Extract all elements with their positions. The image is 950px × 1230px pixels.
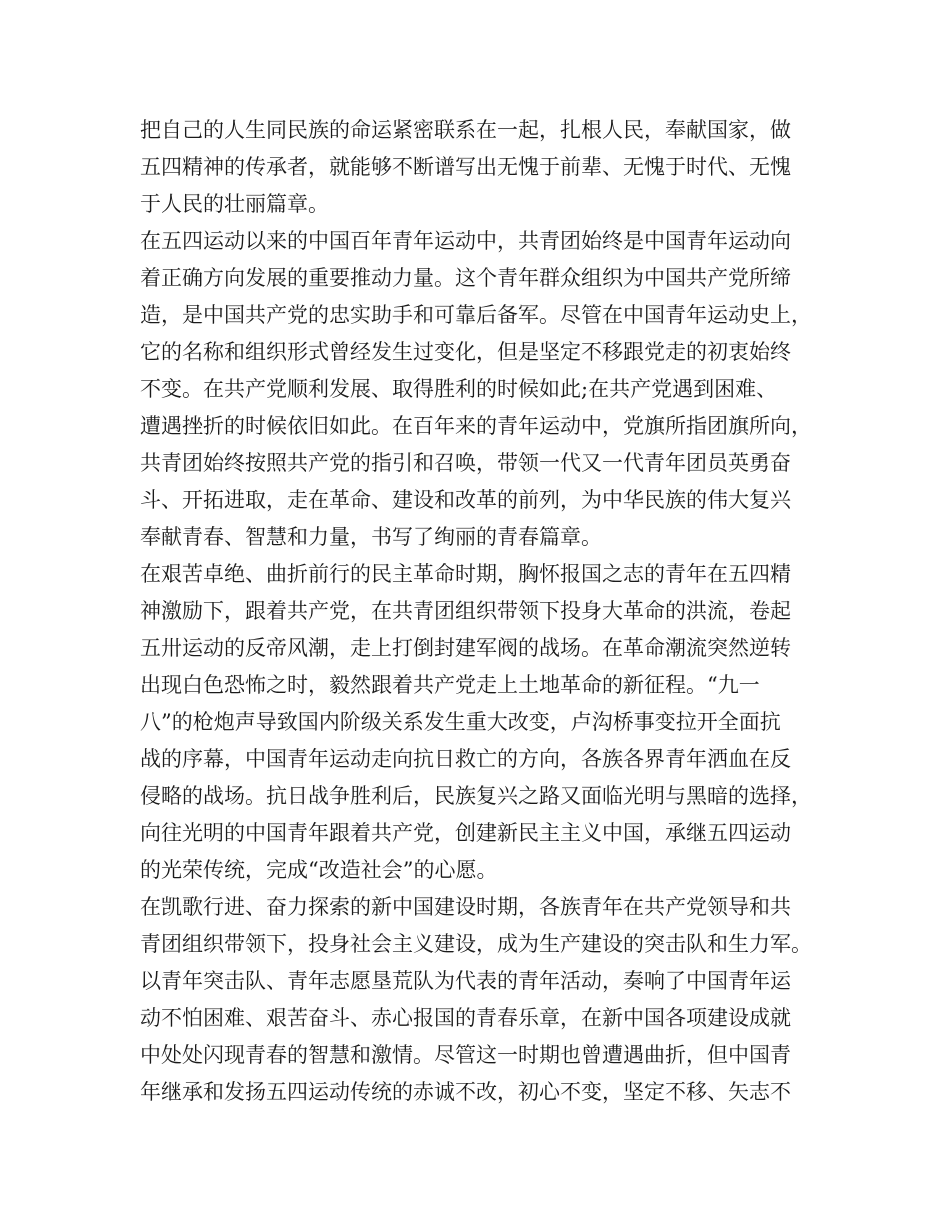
text-line: 中处处闪现青春的智慧和激情。尽管这一时期也曾遭遇曲折，但中国青 xyxy=(140,1043,791,1067)
text-line: 五卅运动的反帝风潮，走上打倒封建军阀的战场。在革命潮流突然逆转 xyxy=(140,636,791,660)
text-line: 五四精神的传承者，就能够不断谱写出无愧于前辈、无愧于时代、无愧 xyxy=(140,155,791,179)
paragraph-1 xyxy=(140,112,840,223)
text-line: 青团组织带领下，投身社会主义建设，成为生产建设的突击队和生力军。 xyxy=(140,932,812,956)
body-text xyxy=(140,112,840,1111)
text-line: 在五四运动以来的中国百年青年运动中，共青团始终是中国青年运动向 xyxy=(140,229,791,253)
text-line: 在艰苦卓绝、曲折前行的民主革命时期，胸怀报国之志的青年在五四精 xyxy=(140,562,791,586)
paragraph-2 xyxy=(140,223,840,556)
text-line: 在凯歌行进、奋力探索的新中国建设时期，各族青年在共产党领导和共 xyxy=(140,895,791,919)
paragraph-4 xyxy=(140,889,840,1111)
text-line: 于人民的壮丽篇章。 xyxy=(140,192,329,216)
text-line: 年继承和发扬五四运动传统的赤诚不改，初心不变，坚定不移、矢志不 xyxy=(140,1080,791,1104)
text-line: 共青团始终按照共产党的指引和召唤，带领一代又一代青年团员英勇奋 xyxy=(140,451,791,475)
text-line: 战的序幕，中国青年运动走向抗日救亡的方向，各族各界青年洒血在反 xyxy=(140,747,791,771)
text-line: 以青年突击队、青年志愿垦荒队为代表的青年活动，奏响了中国青年运 xyxy=(140,969,791,993)
text-line: 奉献青春、智慧和力量，书写了绚丽的青春篇章。 xyxy=(140,525,602,549)
paragraph-3 xyxy=(140,556,840,889)
text-line: 遭遇挫折的时候依旧如此。在百年来的青年运动中，党旗所指团旗所向， xyxy=(140,414,812,438)
text-line: 出现白色恐怖之时，毅然跟着共产党走上土地革命的新征程。“九一 xyxy=(140,673,760,697)
text-line: 造，是中国共产党的忠实助手和可靠后备军。尽管在中国青年运动史上， xyxy=(140,303,812,327)
text-line: 它的名称和组织形式曾经发生过变化，但是坚定不移跟党走的初衷始终 xyxy=(140,340,791,364)
text-line: 着正确方向发展的重要推动力量。这个青年群众组织为中国共产党所缔 xyxy=(140,266,791,290)
text-line: 动不怕困难、艰苦奋斗、赤心报国的青春乐章，在新中国各项建设成就 xyxy=(140,1006,791,1030)
text-line: 向往光明的中国青年跟着共产党，创建新民主主义中国，承继五四运动 xyxy=(140,821,791,845)
text-line: 侵略的战场。抗日战争胜利后，民族复兴之路又面临光明与黑暗的选择， xyxy=(140,784,812,808)
text-line: 的光荣传统，完成“改造社会”的心愿。 xyxy=(140,858,498,882)
text-line: 八”的枪炮声导致国内阶级关系发生重大改变，卢沟桥事变拉开全面抗 xyxy=(140,710,781,734)
text-line: 把自己的人生同民族的命运紧密联系在一起，扎根人民，奉献国家，做 xyxy=(140,118,791,142)
text-line: 神激励下，跟着共产党，在共青团组织带领下投身大革命的洪流，卷起 xyxy=(140,599,791,623)
text-line: 不变。在共产党顺利发展、取得胜利的时候如此;在共产党遇到困难、 xyxy=(140,377,778,401)
text-line: 斗、开拓进取，走在革命、建设和改革的前列，为中华民族的伟大复兴 xyxy=(140,488,791,512)
